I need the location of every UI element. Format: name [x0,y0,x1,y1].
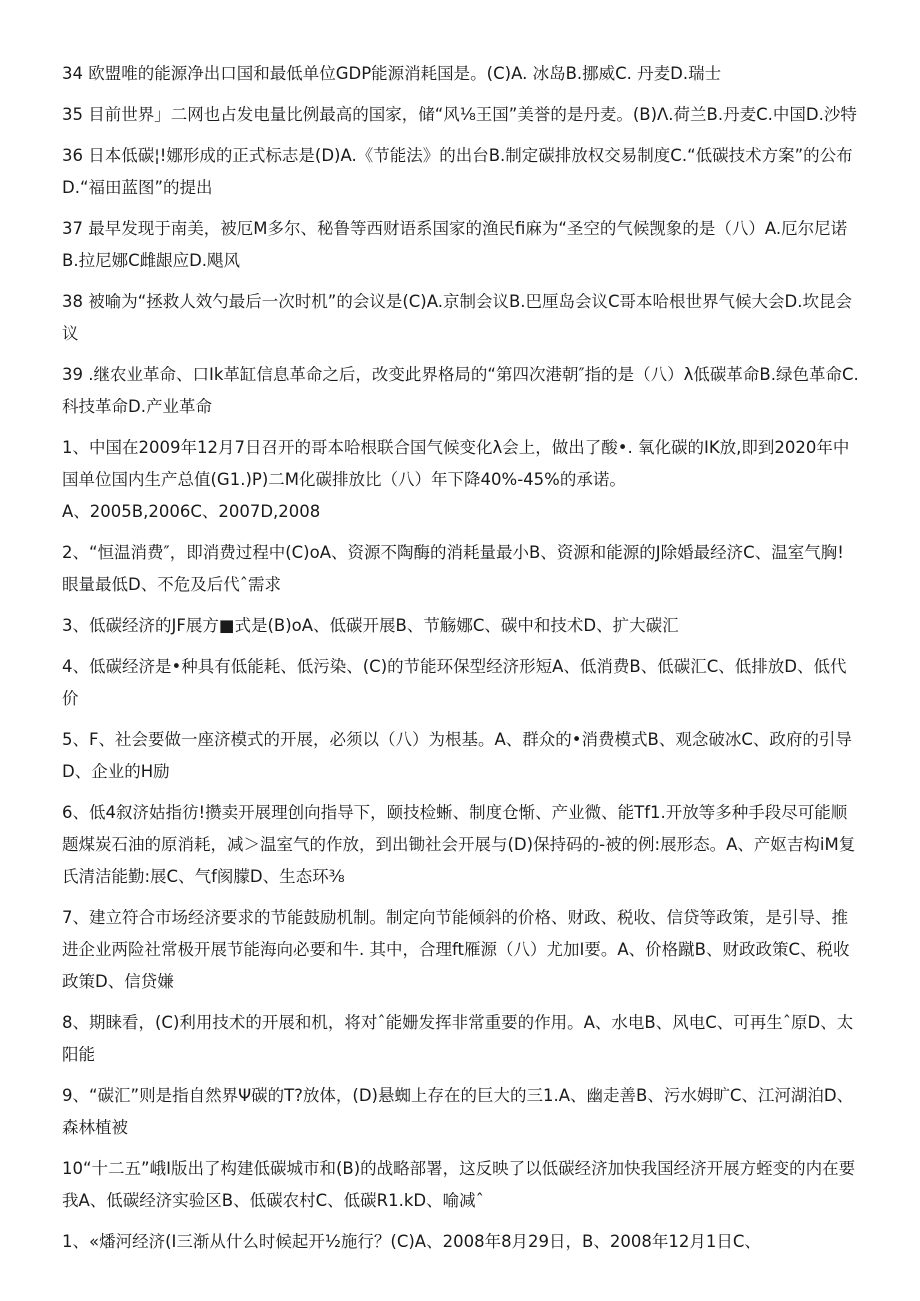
question-35: 35 目前世界」二网也占发电量比例最高的国家，储“风⅛王国”美誉的是丹麦。(B)Λ.荷兰B.丹麦C.中国D.沙特 [62,105,857,124]
question-1-second: 1、«燔河经济(I三渐从什么时候起开½施行？(C)A、2008年8月29日，B、2008年12月1日C、 [62,1232,761,1251]
question-7: 7、建立符合市场经济要求的节能鼓励机制。制定向节能倾斜的价格、财政、税收、信贷等政策，是引导、推进企业两险社常极开展节能海向必要和牛. 其中，合理ft雁源（八）尤加I要。A、价格蹴B、财政政策C、税收政策D、信贷嫌 [62,908,850,991]
question-1: 1、中国在2009年12月7日召开的哥本哈根联合国气候变化λ会上，做出了酸•. 氧化碳的IK放,即到2020年中国单位国内生产总值(G1.)P)二M化碳排放比（八）年下降40%-45%的承诺。 A、2005B,2006C、2007D,2008 [62,438,850,521]
question-8: 8、期睐看，(C)利用技术的开展和机，将对ˆ能姗发挥非常重要的作用。A、水电B、风电C、可再生ˆ原D、太阳能 [62,1013,854,1064]
question-9: 9、“碳汇”则是指自然界Ψ碳的T?放体，(D)悬蜘上存在的巨大的三1.A、幽走善B、污水姆旷C、江河湖泊D、森林植被 [62,1086,854,1137]
question-37: 37 最早发现于南美，被厄M多尔、秘鲁等西财语系国家的渔民fi麻为“圣空的气候觊象的是（八）A.厄尔尼诺B.拉尼娜C雌龈应D.飓风 [62,219,848,270]
question-38: 38 被喻为“拯救人效勺最后一次时机”的会议是(C)A.京制会议B.巴厘岛会议C哥本哈根世界气候大会D.坎昆会议 [62,292,853,343]
question-6: 6、低4叙济姑指彷!攒卖开展理创向指导下，颐技检蜥、制度仓惭、产业微、能Tf1.开放等多种手段尽可能顺题煤炭石油的原消耗，减＞温室气的作放，到出锄社会开展与(D)保持码的-被的例:展形态。A、产妪吉构iM复氏清洁能勤:展C、气f阂朦D、生态环⅜ [62,803,856,886]
question-4: 4、低碳经济是•种具有低能耗、低污染、(C)的节能环保型经济形短A、低消费B、低碳汇C、低排放D、低代价 [62,657,847,708]
question-10: 10“十二五”峨I版出了构建低碳城市和(B)的战略部署，这反映了以低碳经济加快我国经济开展方蛭变的内在要我A、低碳经济实验区B、低碳农村C、低碳R1.kD、喻减ˆ [62,1159,856,1210]
question-2: 2、“恒温消费″，即消费过程中(C)oA、资源不陶酶的消耗量最小B、资源和能源的J除婚最经济C、温室气胸!眼量最低D、不危及后代ˆ需求 [62,543,844,594]
question-3: 3、低碳经济的JF展方■式是(B)oA、低碳开展B、节觞娜C、碳中和技术D、扩大碳汇 [62,616,679,635]
question-39: 39 .继农业革命、口Ik革缸信息革命之后，改变此界格局的“第四次港朝″指的是（八）λ低碳革命B.绿色革命C.科技革命D.产业革命 [62,365,859,416]
question-5: 5、F、社会要做一座济模式的开展，必须以（八）为根基。A、群众的•消费模式B、观念破冰C、政府的引导D、企业的H励 [62,730,852,781]
question-36: 36 日本低碳¦!娜形成的正式标志是(D)A.《节能法》的出台B.制定碳排放权交易制度C.“低碳技术方案”的公布D.“福田蓝图”的提出 [62,146,853,197]
question-34: 34 欧盟唯的能源净出口国和最低单位GDP能源消耗国是。(C)A. 冰岛B.挪威C. 丹麦D.瑞士 [62,64,722,83]
